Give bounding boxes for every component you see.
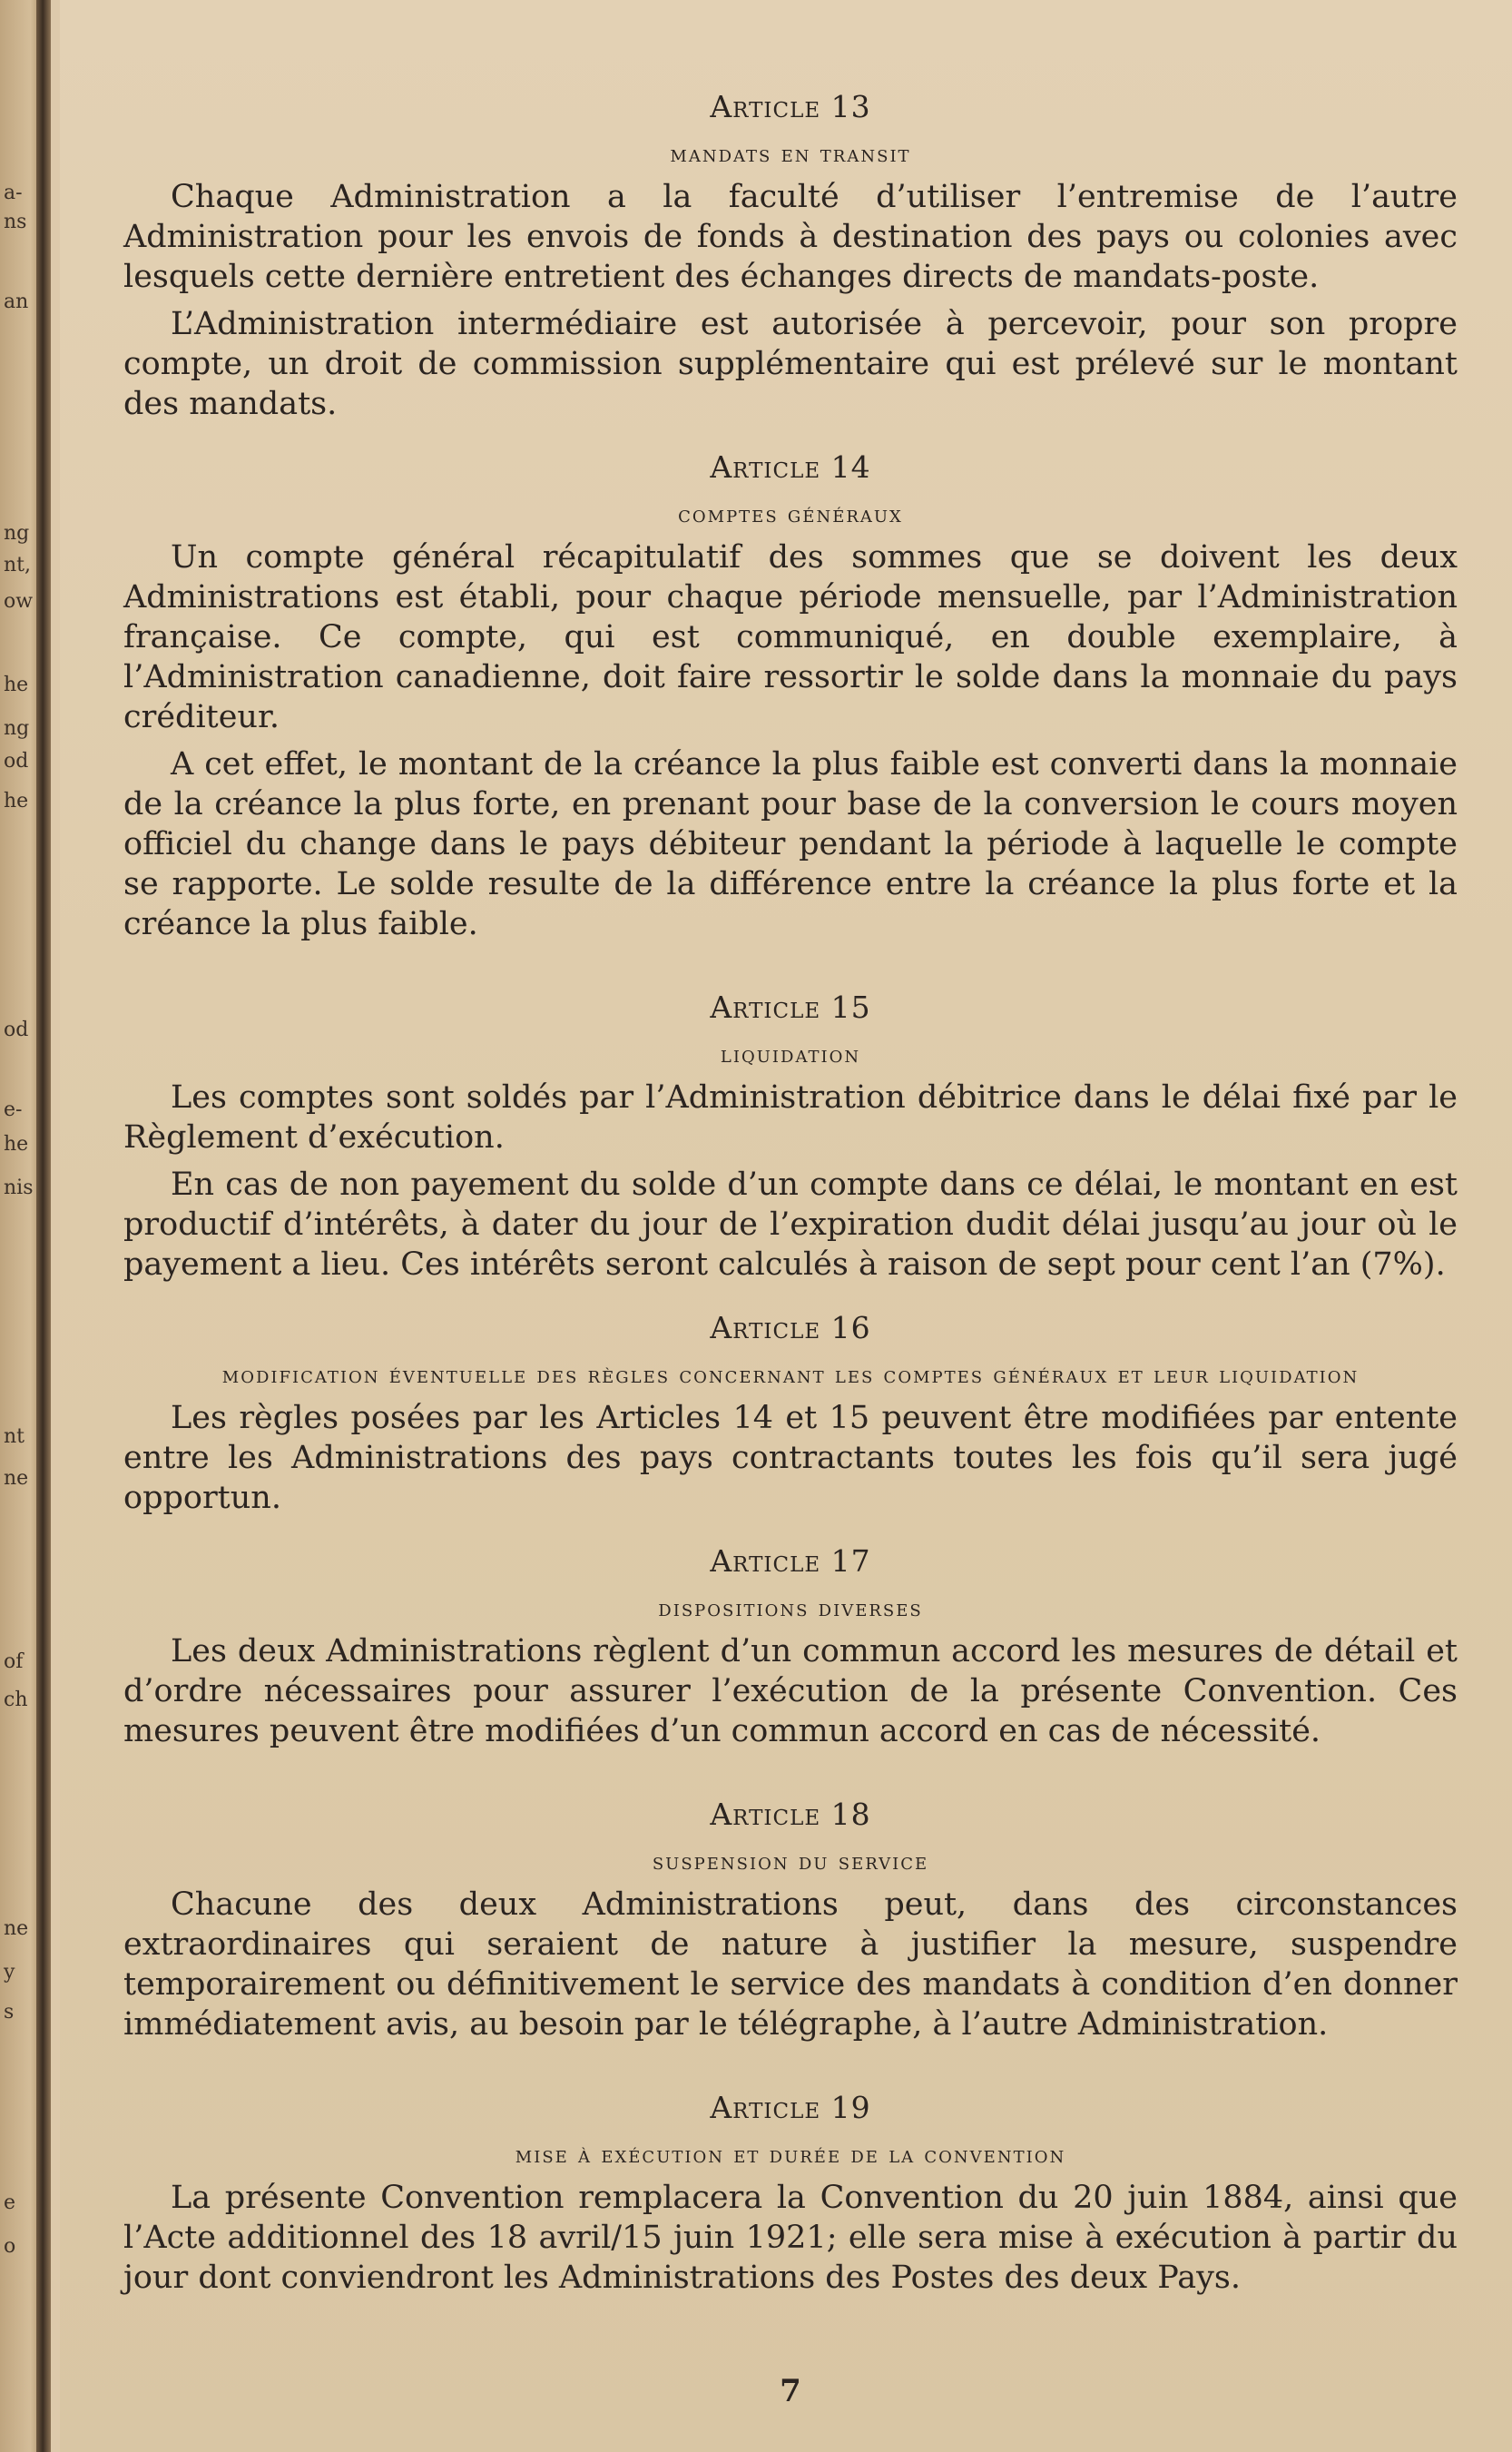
- article-15: [123, 990, 1458, 1285]
- margin-fragment: ne: [4, 1917, 29, 1940]
- paragraph: Les comptes sont soldés par l’Administration débitrice dans le délai fixé par le Règlement d’exécution.: [123, 1079, 1458, 1156]
- article-title: Article 16: [710, 1310, 871, 1345]
- article-title: Article 15: [710, 990, 871, 1025]
- article-13: [123, 89, 1458, 424]
- document-page: [60, 0, 1512, 2452]
- article-subtitle: dispositions diverses: [658, 1595, 923, 1622]
- article-17: [123, 1543, 1458, 1751]
- margin-fragment: ng: [4, 522, 30, 545]
- article-title: Article 18: [710, 1797, 871, 1832]
- margin-fragment: od: [4, 750, 29, 773]
- margin-fragment: ne: [4, 1467, 29, 1490]
- margin-fragment: ns: [4, 211, 27, 233]
- paragraph: Un compte général récapitulatif des sommes que se doivent les deux Administrations est établi, pour chaque période mensuelle, par l’Administration française. Ce compte, qui est communiqué, en double exemplaire, à l’Administration canadienne, doit faire ressortir le solde dans la monnaie du pays créditeur.: [123, 539, 1458, 735]
- margin-fragment: a-: [4, 182, 23, 204]
- article-19: [123, 2090, 1458, 2298]
- paragraph: L’Administration intermédiaire est autorisée à percevoir, pour son propre compte, un droit de commission supplémentaire qui est prélevé sur le montant des mandats.: [123, 306, 1458, 422]
- paragraph: Chacune des deux Administrations peut, dans des circonstances extraordinaires qui seraient de nature à justifier la mesure, suspendre temporairement ou définitivement le service des mandats à condition d’en donner immédiatement avis, au besoin par le télégraphe, à l’autre Administration.: [123, 1886, 1458, 2043]
- margin-fragment: ow: [4, 590, 34, 613]
- article-title: Article 17: [710, 1543, 871, 1579]
- margin-fragment: of: [4, 1650, 24, 1673]
- article-subtitle: comptes généraux: [678, 501, 903, 528]
- margin-fragment: od: [4, 1019, 29, 1041]
- margin-fragment: nis: [4, 1177, 34, 1199]
- margin-fragment: e: [4, 2191, 16, 2214]
- margin-fragment: ng: [4, 717, 30, 740]
- article-title: Article 19: [710, 2090, 871, 2125]
- margin-fragment: nt: [4, 1425, 25, 1448]
- article-14: [123, 449, 1458, 944]
- margin-fragment: an: [4, 290, 29, 313]
- paragraph: Chaque Administration a la faculté d’utiliser l’entremise de l’autre Administration pour les envois de fonds à destination des pays ou colonies avec lesquels cette dernière entretient des échanges directs de mandats-poste.: [123, 179, 1458, 295]
- page-number: 7: [780, 2373, 801, 2409]
- article-16: [123, 1310, 1458, 1518]
- article-subtitle: liquidation: [720, 1041, 861, 1068]
- article-subtitle: suspension du service: [652, 1848, 929, 1876]
- paragraph: Les règles posées par les Articles 14 et 15 peuvent être modifiées par entente entre les Administrations des pays contractants toutes les fois qu’il sera jugé opportun.: [123, 1400, 1458, 1516]
- article-title: Article 14: [710, 449, 871, 485]
- margin-fragment: s: [4, 2001, 15, 2024]
- page-content: [123, 89, 1458, 2305]
- book-gutter: [36, 0, 51, 2452]
- margin-fragment: he: [4, 674, 29, 696]
- article-subtitle: modification éventuelle des règles concernant les comptes généraux et leur liquidation: [221, 1362, 1360, 1389]
- paragraph: En cas de non payement du solde d’un compte dans ce délai, le montant en est productif d’intérêts, à dater du jour de l’expiration dudit délai jusqu’au jour où le payement a lieu. Ces intérêts seront calculés à raison de sept pour cent l’an (7%).: [123, 1167, 1458, 1283]
- paragraph: La présente Convention remplacera la Convention du 20 juin 1884, ainsi que l’Acte additionnel des 18 avril/15 juin 1921; elle sera mise à exécution à partir du jour dont conviendront les Administrations des Postes des deux Pays.: [123, 2180, 1458, 2296]
- margin-fragment: ch: [4, 1689, 28, 1711]
- margin-fragment: nt,: [4, 554, 32, 576]
- margin-fragment: y: [4, 1961, 15, 1984]
- article-title: Article 13: [710, 89, 871, 124]
- margin-fragment: o: [4, 2235, 16, 2258]
- article-subtitle: mise à exécution et durée de la convention: [515, 2142, 1066, 2169]
- paragraph: Les deux Administrations règlent d’un commun accord les mesures de détail et d’ordre nécessaires pour assurer l’exécution de la présente Convention. Ces mesures peuvent être modifiées d’un commun accord en cas de nécessité.: [123, 1633, 1458, 1749]
- paragraph: A cet effet, le montant de la créance la plus faible est converti dans la monnaie de la créance la plus forte, en prenant pour base de la conversion le cours moyen officiel du change dans le pays débiteur pendant la période à laquelle le compte se rapporte. Le solde resulte de la différence entre la créance la plus forte et la créance la plus faible.: [123, 746, 1458, 942]
- article-18: [123, 1797, 1458, 2044]
- margin-fragment: e-: [4, 1098, 23, 1121]
- margin-fragment: he: [4, 1133, 29, 1156]
- margin-fragment: he: [4, 790, 29, 812]
- article-subtitle: mandats en transit: [670, 141, 911, 168]
